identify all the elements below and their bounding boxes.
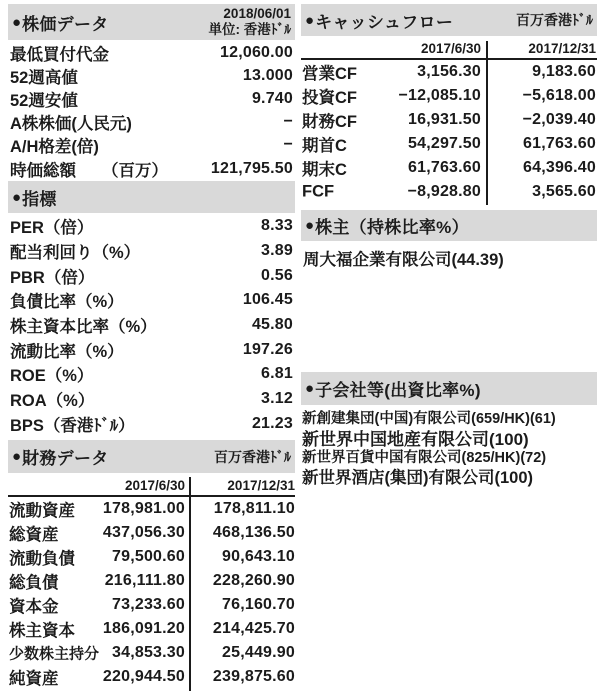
- financial-table-header: [8, 476, 295, 497]
- row-label: 期末C: [302, 161, 347, 179]
- row-label: 負債比率（%）: [10, 293, 124, 312]
- shareholders-section-title: 株主（持株比率%）: [315, 218, 469, 237]
- subsidiary-item: 新世界中国地産有限公司(100): [302, 429, 529, 449]
- indicators-section-header: [8, 181, 295, 213]
- table-row: [8, 239, 295, 264]
- subsidiaries-section-title: 子会社等(出資比率%): [315, 381, 481, 400]
- cashflow-unit-label: 百万香港ﾄﾞﾙ: [516, 12, 593, 28]
- row-value: 214,425.70: [212, 620, 295, 637]
- section-bullet-icon: ●: [12, 448, 22, 465]
- section-bullet-icon: ●: [305, 11, 315, 29]
- table-row: [8, 134, 295, 157]
- row-value: −: [283, 113, 293, 131]
- row-label: 総資産: [9, 526, 59, 544]
- row-value: −12,085.10: [398, 87, 481, 104]
- table-row: [301, 60, 597, 84]
- stock-price-section-header: [8, 4, 295, 40]
- row-value: 468,136.50: [212, 524, 295, 541]
- row-value: 3,156.30: [417, 63, 481, 80]
- row-value: 228,260.90: [212, 572, 295, 589]
- table-row: [8, 593, 295, 617]
- row-value: −8,928.80: [407, 183, 481, 200]
- stock-price-section-title: 株価データ: [22, 14, 109, 34]
- section-bullet-icon: ●: [12, 188, 22, 206]
- subsidiaries-list: [301, 408, 597, 486]
- row-label: 投資CF: [302, 89, 357, 107]
- subsidiary-item: 新創建集団(中国)有限公司(659/HK)(61): [302, 411, 556, 428]
- row-value: −2,039.40: [522, 111, 596, 128]
- row-label: 営業CF: [302, 65, 357, 83]
- table-row: [8, 569, 295, 593]
- table-row: [8, 362, 295, 387]
- table-row: [8, 337, 295, 362]
- table-row: [8, 387, 295, 412]
- indicators-section-title: 指標: [22, 189, 57, 209]
- row-label: BPS（香港ﾄﾞﾙ）: [10, 416, 135, 435]
- row-value: 186,091.20: [102, 620, 185, 637]
- row-value: 79,500.60: [112, 548, 185, 565]
- table-column-divider: [486, 41, 488, 205]
- row-value: 0.56: [261, 266, 293, 284]
- row-value: 121,795.50: [210, 159, 293, 177]
- as-of-date: 2018/06/01: [223, 5, 291, 21]
- indicator-rows: [8, 214, 295, 436]
- table-row: [8, 617, 295, 641]
- section-bullet-icon: ●: [12, 13, 22, 31]
- row-label: 資本金: [9, 598, 59, 616]
- table-row: [8, 521, 295, 545]
- table-row: [8, 288, 295, 313]
- row-value: 76,160.70: [222, 596, 295, 613]
- financial-unit-label: 百万香港ﾄﾞﾙ: [214, 448, 291, 465]
- right-column: [301, 0, 597, 699]
- row-label: 株主資本比率（%）: [10, 318, 157, 337]
- column-header-date: 2017/6/30: [124, 478, 185, 493]
- table-row: [8, 497, 295, 521]
- table-row: [301, 156, 597, 180]
- row-value: 6.81: [261, 365, 293, 383]
- shareholders-section-header: [301, 210, 597, 241]
- row-value: 16,931.50: [408, 111, 481, 128]
- financial-table: [8, 476, 295, 689]
- row-value: 8.33: [261, 217, 293, 235]
- row-value: 73,233.60: [112, 596, 185, 613]
- cashflow-section-title: キャッシュフロー: [315, 12, 454, 32]
- row-value: 3.89: [261, 242, 293, 260]
- stock-price-rows: [8, 41, 295, 180]
- table-row: [301, 84, 597, 108]
- column-header-date: 2017/6/30: [420, 41, 481, 56]
- table-row: [8, 641, 295, 665]
- shareholder-item: 周大福企業有限公司(44.39): [303, 251, 504, 269]
- row-value: 216,111.80: [104, 572, 185, 589]
- row-label: 配当利回り（%）: [10, 244, 141, 263]
- table-row: [301, 132, 597, 156]
- row-value: 61,763.60: [523, 135, 596, 152]
- table-row: [8, 412, 295, 437]
- cashflow-table: [301, 40, 597, 204]
- row-value: 25,449.90: [222, 644, 295, 661]
- row-label: PBR（倍）: [10, 268, 95, 287]
- table-column-divider: [189, 477, 191, 691]
- row-value: −5,618.00: [522, 87, 596, 104]
- column-header-date: 2017/12/31: [528, 41, 596, 56]
- row-value: 21.23: [251, 414, 293, 432]
- row-value: 3,565.60: [532, 183, 596, 200]
- subsidiaries-section-header: [301, 372, 597, 405]
- table-row: [8, 214, 295, 239]
- subsidiary-item: 新世界百貨中国有限公司(825/HK)(72): [302, 450, 547, 467]
- row-label: A/H格差(倍): [10, 138, 99, 157]
- table-row: [8, 665, 295, 689]
- row-label: 流動資産: [9, 502, 75, 520]
- row-label: 流動負債: [9, 550, 75, 568]
- row-label: 少数株主持分: [9, 645, 100, 663]
- row-label: 52週高値: [10, 68, 78, 87]
- row-value: 437,056.30: [102, 524, 185, 541]
- cashflow-table-header: [301, 40, 597, 60]
- cashflow-section-header: [301, 4, 597, 36]
- row-value: 9,183.60: [532, 63, 596, 80]
- row-value: 61,763.60: [408, 159, 481, 176]
- table-row: [8, 64, 295, 87]
- row-label: 52週安値: [10, 91, 78, 110]
- financial-section-title: 財務データ: [22, 449, 109, 468]
- row-value: 3.12: [261, 390, 293, 408]
- row-label: ROA（%）: [10, 392, 95, 411]
- subsidiary-item: 新世界酒店(集団)有限公司(100): [302, 469, 534, 488]
- table-row: [301, 180, 597, 204]
- row-value: 220,944.50: [102, 668, 185, 685]
- row-label: 時価総額: [10, 161, 76, 180]
- row-value: 178,811.10: [213, 500, 295, 517]
- date-and-unit: [209, 6, 292, 38]
- row-label: 総負債: [9, 574, 59, 592]
- table-row: [8, 41, 295, 64]
- row-label: 純資産: [9, 670, 59, 688]
- row-value: 64,396.40: [523, 159, 596, 176]
- row-label: 財務CF: [302, 113, 357, 131]
- table-row: [8, 263, 295, 288]
- table-row: [8, 545, 295, 569]
- row-label: 株主資本: [9, 622, 75, 640]
- row-value: 13.000: [242, 66, 293, 84]
- row-label: A株株価(人民元): [10, 115, 132, 134]
- row-value: 12,060.00: [220, 43, 293, 61]
- row-label: FCF: [302, 182, 335, 201]
- row-label: ROE（%）: [10, 367, 94, 386]
- section-bullet-icon: ●: [305, 217, 315, 234]
- row-value: 106.45: [242, 291, 293, 309]
- row-label: 流動比率（%）: [10, 342, 124, 361]
- row-value: 197.26: [242, 340, 293, 358]
- left-column: [8, 0, 295, 699]
- financial-section-header: [8, 440, 295, 473]
- table-row: [8, 111, 295, 134]
- row-value: −: [283, 136, 293, 154]
- row-value: 178,981.00: [102, 500, 185, 517]
- row-value: 239,875.60: [212, 668, 295, 685]
- row-sublabel: （百万）: [102, 161, 168, 180]
- row-value: 90,643.10: [222, 548, 295, 565]
- column-header-date: 2017/12/31: [227, 478, 295, 493]
- table-row: [8, 157, 295, 180]
- row-value: 9.740: [251, 89, 293, 107]
- row-label: PER（倍）: [10, 219, 94, 238]
- row-value: 54,297.50: [408, 135, 481, 152]
- table-row: [8, 313, 295, 338]
- row-label: 最低買付代金: [10, 45, 109, 64]
- row-label: 期首C: [302, 137, 347, 155]
- table-row: [8, 87, 295, 110]
- row-value: 34,853.30: [112, 644, 185, 661]
- unit-note: 単位: 香港ﾄﾞﾙ: [208, 22, 291, 37]
- row-value: 45.80: [251, 316, 293, 334]
- table-row: [301, 108, 597, 132]
- section-bullet-icon: ●: [305, 380, 315, 397]
